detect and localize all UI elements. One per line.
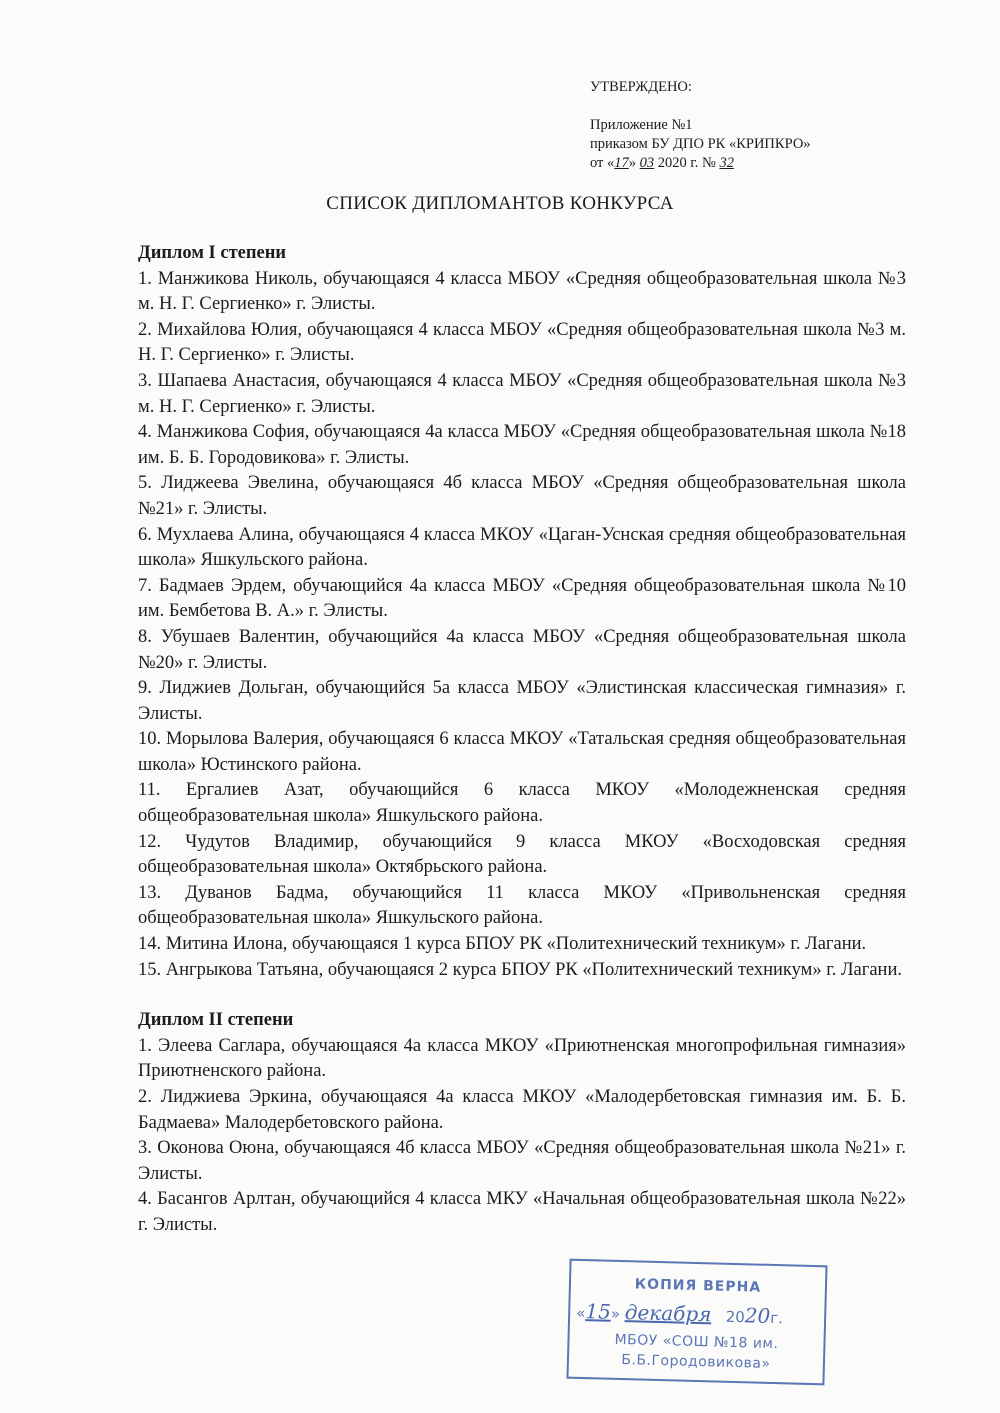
- list-item: 2. Михайлова Юлия, обучающаяся 4 класса МБОУ «Средняя общеобразовательная школа №3 м. Н. Г. Сергиенко» г. Элисты.: [138, 319, 906, 366]
- stamp-year-prefix: 20: [725, 1307, 746, 1327]
- stamp-title: КОПИЯ ВЕРНА: [634, 1276, 762, 1296]
- order-label: приказом БУ ДПО РК «КРИПКРО»: [590, 136, 811, 152]
- section-heading-2: Диплом II степени: [138, 1010, 294, 1031]
- order-date-line: [590, 154, 811, 173]
- stamp-date: [576, 1299, 783, 1328]
- list-item: 3. Оконова Оюна, обучающаяся 4б класса МБОУ «Средняя общеобразовательная школа №21» г. Элисты.: [138, 1138, 906, 1184]
- date-prefix: от «: [590, 155, 615, 171]
- list-item: 1. Элеева Саглара, обучающаяся 4а класса МКОУ «Приютненская многопрофильная гимназия» Приютненского района.: [138, 1035, 906, 1082]
- date-day: 17: [614, 155, 629, 171]
- list-item: 10. Морылова Валерия, обучающаяся 6 класса МКОУ «Татальская средняя общеобразовательная школа» Юстинского района.: [138, 729, 906, 775]
- list-item: 7. Бадмаев Эрдем, обучающийся 4а класса МБОУ «Средняя общеобразовательная школа №10 им. Бембетова В. А.» г. Элисты.: [138, 575, 906, 622]
- list-item: 9. Лиджиев Дольган, обучающийся 5а класса МБОУ «Элистинская классическая гимназия» г. Элисты.: [138, 678, 906, 724]
- list-item: 8. Убушаев Валентин, обучающийся 4а класса МБОУ «Средняя общеобразовательная школа №20» г. Элисты.: [138, 626, 906, 673]
- document-title: СПИСОК ДИПЛОМАНТОВ КОНКУРСА: [326, 193, 674, 214]
- stamp-day: 15: [585, 1299, 612, 1324]
- stamp-school-line1: МБОУ «СОШ №18 им.: [614, 1331, 779, 1353]
- list-item: 5. Лиджеева Эвелина, обучающаяся 4б класса МБОУ «Средняя общеобразовательная школа №21» г. Элисты.: [138, 473, 906, 519]
- list-item: 2. Лиджиева Эркина, обучающаяся 4а класса МКОУ «Малодербетовская гимназия им. Б. Б. Бадмаева» Малодербетовского района.: [138, 1087, 906, 1133]
- list-item: 11. Ергалиев Азат, обучающийся 6 класса МКОУ «Молодежненская средняя общеобразовательная школа» Яшкульского района.: [138, 780, 906, 827]
- list-item: 3. Шапаева Анастасия, обучающаяся 4 класса МБОУ «Средняя общеобразовательная школа №3 м. Н. Г. Сергиенко» г. Элисты.: [138, 370, 906, 417]
- content: [138, 241, 906, 1239]
- list-item: 4. Манжикова София, обучающаяся 4а класса МБОУ «Средняя общеобразовательная школа №18 им. Б. Б. Городовикова» г. Элисты.: [138, 422, 906, 468]
- section-2-list: [138, 1034, 906, 1239]
- date-month: 03: [639, 155, 655, 171]
- approval-label: УТВЕРЖДЕНО:: [590, 79, 692, 95]
- list-item: 13. Дуванов Бадма, обучающийся 11 класса МКОУ «Привольненская средняя общеобразовательная школа» Яшкульского района.: [138, 882, 906, 929]
- stamp-month: декабря: [624, 1300, 712, 1327]
- date-year: 2020 г. №: [654, 155, 720, 171]
- list-item: 14. Митина Илона, обучающаяся 1 курса БПОУ РК «Политехнический техникум» г. Лагани.: [138, 934, 867, 955]
- order-number: 32: [719, 155, 734, 171]
- date-mid: »: [628, 155, 640, 171]
- list-item: 6. Мухлаева Алина, обучающаяся 4 класса МКОУ «Цаган-Уснская средняя общеобразовательная школа» Яшкульского района.: [138, 524, 906, 571]
- stamp-date-close: »: [610, 1304, 621, 1323]
- appendix-label: Приложение №1: [590, 117, 693, 133]
- approval-block: [590, 78, 811, 173]
- section-1-list: [138, 267, 906, 984]
- stamp-year-end: г.: [770, 1308, 784, 1328]
- stamp-year-suffix: 20: [744, 1303, 771, 1328]
- stamp-date-open: «: [575, 1303, 586, 1323]
- list-item: 1. Манжикова Николь, обучающаяся 4 класса МБОУ «Средняя общеобразовательная школа №3 м. Н. Г. Сергиенко» г. Элисты.: [138, 268, 906, 315]
- list-item: 12. Чудутов Владимир, обучающийся 9 класса МКОУ «Восходовская средняя общеобразовательная школа» Октябрьского района.: [138, 831, 906, 878]
- stamp-school-line2: Б.Б.Городовикова»: [621, 1352, 771, 1372]
- list-item: 15. Ангрыкова Татьяна, обучающаяся 2 курса БПОУ РК «Политехнический техникум» г. Лагани.: [138, 959, 902, 980]
- section-heading-1: Диплом I степени: [138, 243, 287, 263]
- list-item: 4. Басангов Арлтан, обучающийся 4 класса МКУ «Начальная общеобразовательная школа №22» г. Элисты.: [138, 1189, 906, 1235]
- copy-certified-stamp: [566, 1259, 827, 1386]
